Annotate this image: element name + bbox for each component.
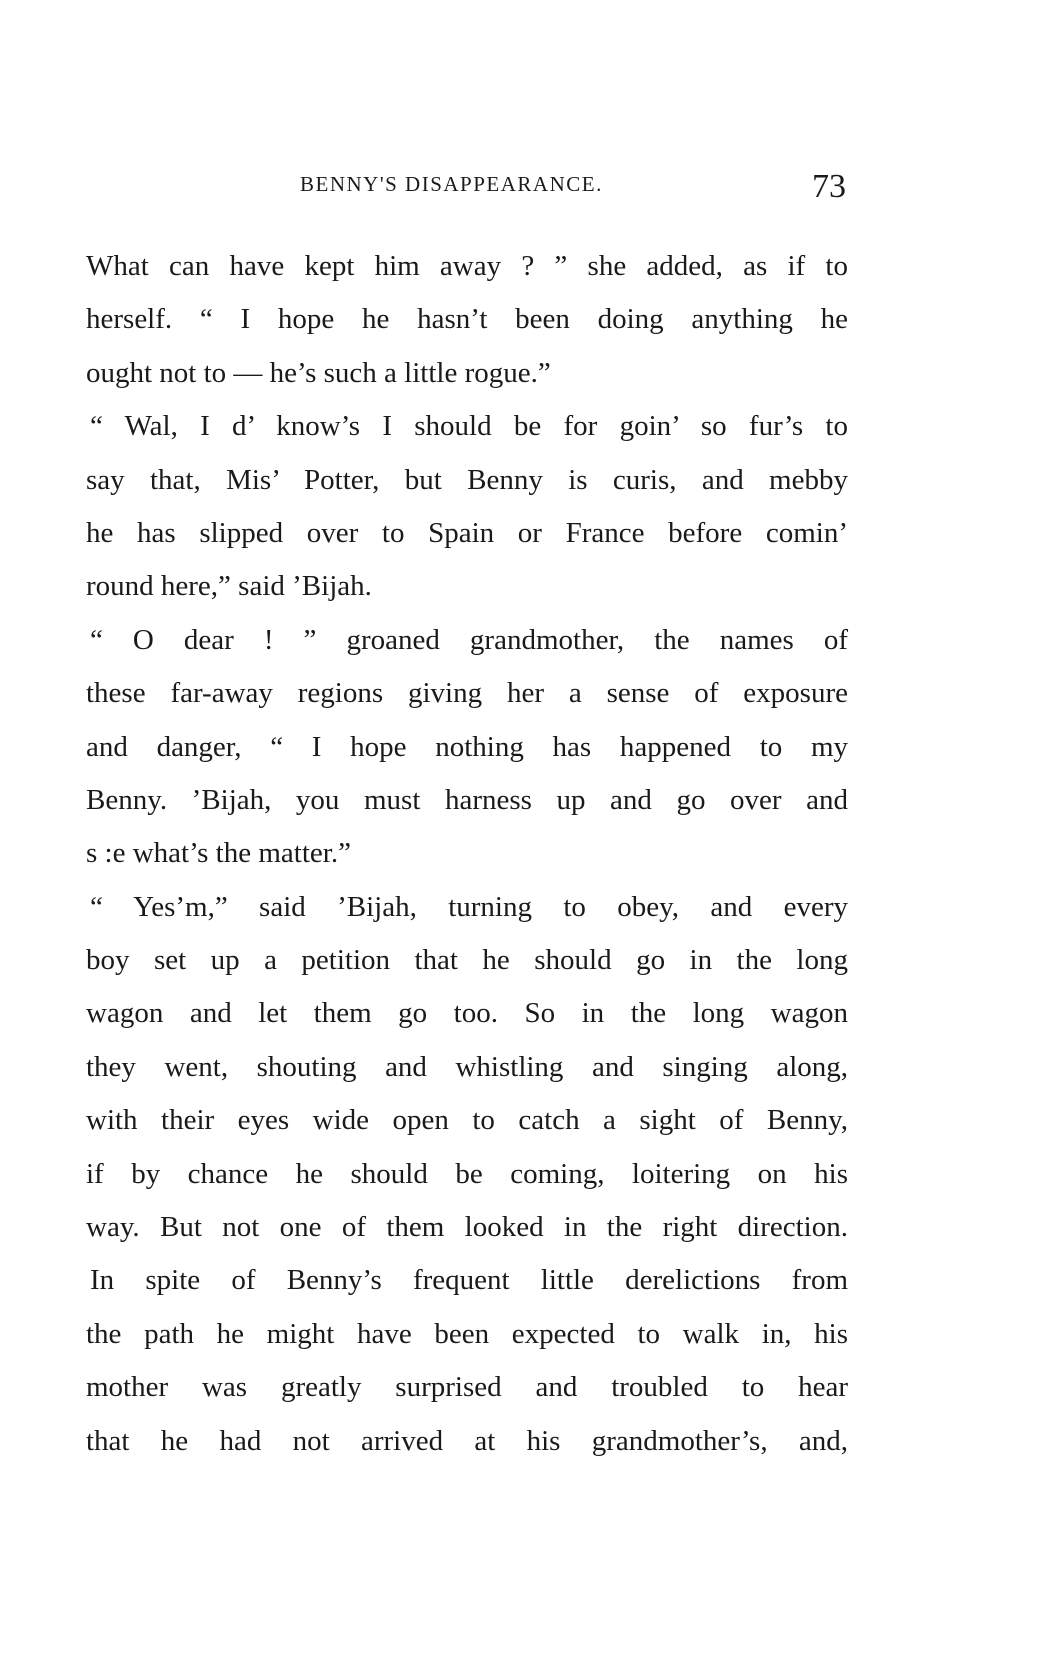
- running-title: BENNY'S DISAPPEARANCE.: [300, 172, 603, 196]
- text-line: and danger, “ I hope nothing has happened to my: [86, 730, 848, 763]
- text-line: boy set up a petition that he should go in the long: [86, 944, 848, 977]
- text-line: In spite of Benny’s frequent little derelictions from: [90, 1264, 848, 1297]
- text-line: that he had not arrived at his grandmother’s, and,: [86, 1424, 848, 1457]
- text-line: the path he might have been expected to walk in, his: [86, 1317, 848, 1350]
- text-line: ought not to — he’s such a little rogue.”: [86, 356, 551, 389]
- text-line: wagon and let them go too. So in the long wagon: [86, 997, 848, 1030]
- text-line: he has slipped over to Spain or France before comin’: [86, 516, 848, 549]
- text-line: herself. “ I hope he hasn’t been doing anything he: [86, 303, 848, 336]
- text-line: “ Yes’m,” said ’Bijah, turning to obey, and every: [90, 890, 848, 923]
- text-line: mother was greatly surprised and troubled to hear: [86, 1371, 848, 1404]
- text-line: say that, Mis’ Potter, but Benny is curis, and mebby: [86, 463, 848, 496]
- text-line: if by chance he should be coming, loitering on his: [86, 1157, 848, 1190]
- text-line: s :e what’s the matter.”: [86, 837, 351, 870]
- text-line: with their eyes wide open to catch a sight of Benny,: [86, 1104, 848, 1137]
- text-line: What can have kept him away ? ” she added, as if to: [86, 250, 848, 282]
- text-line: Benny. ’Bijah, you must harness up and go over and: [86, 783, 848, 816]
- page-number: 73: [812, 168, 846, 205]
- text-line: way. But not one of them looked in the right direction.: [86, 1211, 848, 1244]
- text-line: round here,” said ’Bijah.: [86, 570, 372, 603]
- text-line: “ Wal, I d’ know’s I should be for goin’ so fur’s to: [90, 410, 848, 443]
- text-line: these far-away regions giving her a sense of exposure: [86, 677, 848, 710]
- text-line: “ O dear ! ” groaned grandmother, the names of: [90, 623, 848, 656]
- text-line: they went, shouting and whistling and singing along,: [86, 1050, 848, 1083]
- body-text: [86, 240, 848, 1468]
